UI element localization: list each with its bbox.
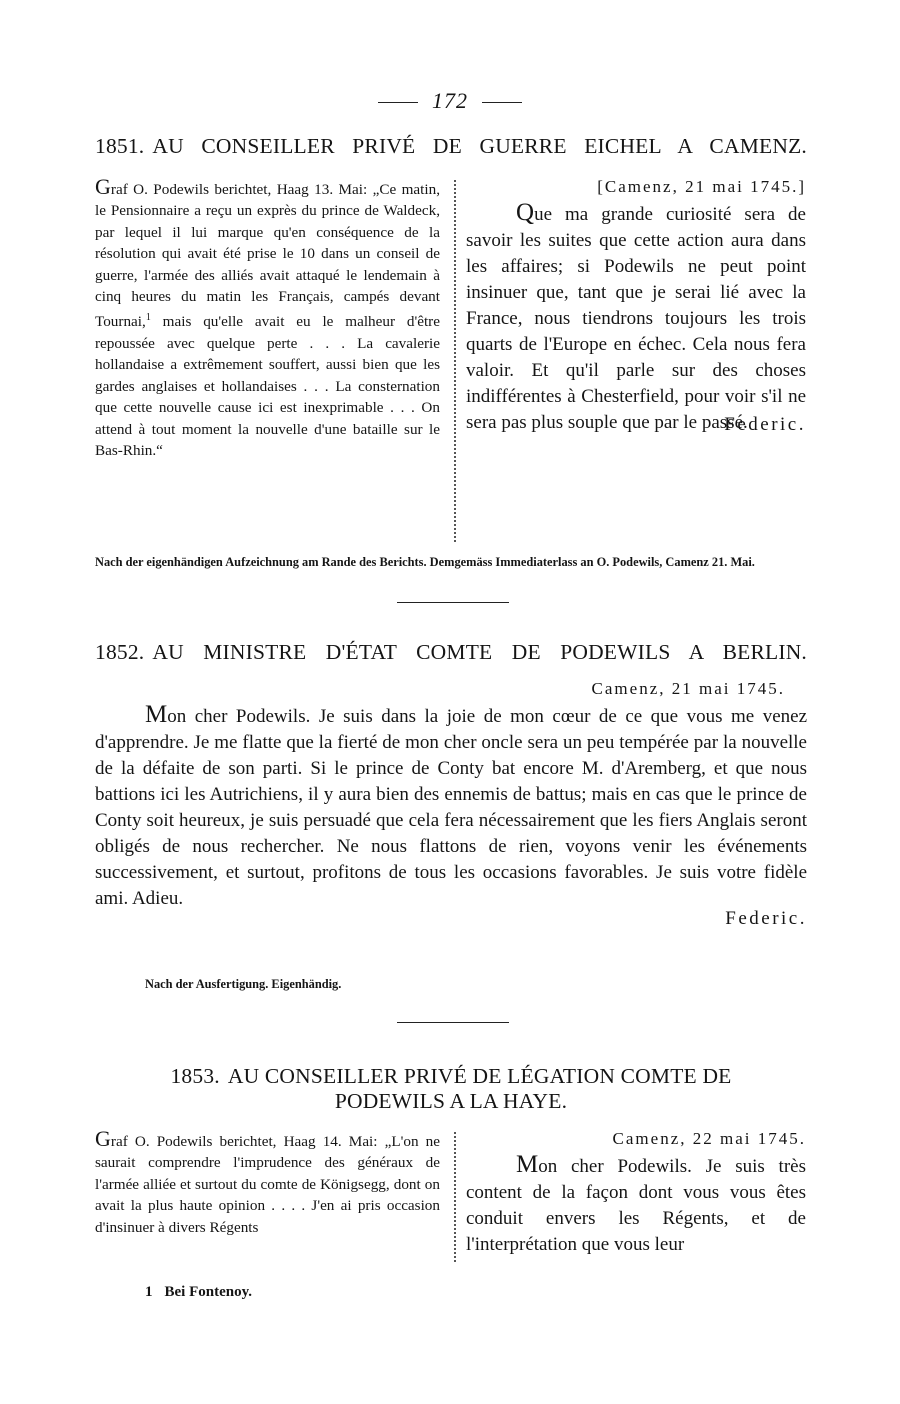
reply-text: ue ma grande curiosité sera de savoir les suites que cette action aura dans les affaires; si Podewils ne peut point insinuer que, tant que je serai lié avec la France, nous tiendrons toujours les trois quarts de l'Europe en échec. Cela nous fera valoir. Et qu'il parle sur des choses indifférentes à Chesterfield, pour voir s'il ne sera pas plus souple que par le passé. bbox=[466, 204, 806, 433]
reply-body bbox=[466, 200, 806, 436]
folio-dash-right bbox=[482, 102, 522, 103]
page-number-text: 172 bbox=[432, 88, 468, 113]
letter-text bbox=[95, 702, 807, 912]
letter-heading-text: AU CONSEILLER PRIVÉ DE GUERRE EICHEL A CAMENZ. bbox=[152, 134, 807, 158]
footnote-text: Bei Fontenoy. bbox=[164, 1284, 253, 1300]
reply-text: on cher Podewils. Je suis très content de la façon dont vous vous êtes conduit envers les Régents, et de l'interprétation que vous leur bbox=[466, 1156, 806, 1255]
letter-heading-text: AU MINISTRE D'ÉTAT COMTE DE PODEWILS A BERLIN. bbox=[152, 640, 807, 664]
report-text: raf O. Podewils berichtet, Haag 14. Mai: „L'on ne saurait comprendre l'imprudence des généraux de l'armée alliée et surtout du comte de Königsegg, dont on avait la plus haute opinion . . . . J'en ai pris occasion d'insinuer à divers Régents bbox=[95, 1133, 440, 1236]
footnote bbox=[145, 1284, 252, 1301]
letter-number: 1851. bbox=[95, 134, 145, 158]
signature: Federic. bbox=[725, 908, 807, 929]
column-divider bbox=[454, 1132, 456, 1262]
letter-1851-heading bbox=[95, 134, 807, 159]
letter-1852-heading bbox=[95, 640, 807, 665]
drop-letter: G bbox=[95, 174, 111, 199]
column-divider bbox=[454, 180, 456, 542]
drop-letter: M bbox=[145, 701, 168, 728]
letter-1851-reply bbox=[466, 174, 806, 438]
letter-1852-source-note: Nach der Ausfertigung. Eigenhändig. bbox=[145, 977, 342, 991]
folio-dash-left bbox=[378, 102, 418, 103]
letter-1853-report-summary bbox=[95, 1128, 440, 1238]
letter-date: [Camenz, 21 mai 1745.] bbox=[597, 177, 806, 196]
letter-1852-body bbox=[95, 676, 807, 932]
page-number bbox=[0, 88, 900, 114]
footnote-mark: 1 bbox=[145, 1284, 153, 1300]
letter-date: Camenz, 21 mai 1745. bbox=[591, 679, 785, 698]
letter-1851-source-note: Nach der eigenhändigen Aufzeichnung am Rande des Berichts. Demgemäss Immediaterlass an O. Podewils, Camenz 21. Mai. bbox=[95, 555, 755, 569]
footnote-reference: 1 bbox=[145, 312, 151, 324]
section-rule bbox=[397, 602, 509, 603]
heading-line-2: PODEWILS A LA HAYE. bbox=[334, 1089, 568, 1113]
letter-body-text: on cher Podewils. Je suis dans la joie de mon cœur de ce que vous me venez d'apprendre. Je me flatte que la fierté de mon cher oncle sera un peu tempérée par la nouvelle de la défaite de son parti. Si le prince de Conty bat encore M. d'Aremberg, et que nous battions ici les Autrichiens, il y aura bien des ennemis de battus; mais en cas que le prince de Conty soit heureux, je suis persuadé que cela fera nécessairement que les fiers Anglais seront obligés de nous rechercher. Ne nous flattons de rien, voyons venir les événements successivement, et surtout, profitons de tous les occasions favorables. Je suis votre fidèle ami. Adieu. bbox=[95, 706, 807, 909]
drop-letter: M bbox=[516, 1151, 539, 1178]
report-text-continued: mais qu'elle avait eu le malheur d'être repoussée avec quelque perte . . . La cavalerie hollandaise a extrêmement souffert, aussi bien que les gardes anglaises et hollandaises . . . La consternation que cette nouvelle cause ici est inexprimable . . . On attend à tout moment la nouvelle d'une bataille sur le Bas-Rhin.“ bbox=[95, 313, 440, 459]
letter-1851-report-summary bbox=[95, 176, 440, 461]
letter-number: 1853. bbox=[170, 1064, 220, 1088]
letter-1853-heading bbox=[95, 1064, 807, 1114]
letter-date: Camenz, 22 mai 1745. bbox=[612, 1129, 806, 1148]
drop-letter: Q bbox=[516, 199, 535, 226]
reply-body bbox=[466, 1152, 806, 1258]
letter-number: 1852. bbox=[95, 640, 145, 664]
signature: Federic. bbox=[724, 414, 806, 435]
drop-letter: G bbox=[95, 1126, 111, 1151]
heading-line-1 bbox=[95, 1064, 807, 1089]
letter-heading-text: AU CONSEILLER PRIVÉ DE LÉGATION COMTE DE bbox=[227, 1064, 732, 1088]
section-rule bbox=[397, 1022, 509, 1023]
report-text: raf O. Podewils berichtet, Haag 13. Mai: „Ce matin, le Pensionnaire a reçu un exprès du prince de Waldeck, par lequel il lui marque qu'en conséquence de la résolution qui avait été prise le 10 dans un conseil de guerre, l'armée des alliés avait attaqué le lendemain à cinq heures du matin les Français, campés devant Tournai, bbox=[95, 181, 440, 331]
letter-1853-reply bbox=[466, 1126, 806, 1258]
